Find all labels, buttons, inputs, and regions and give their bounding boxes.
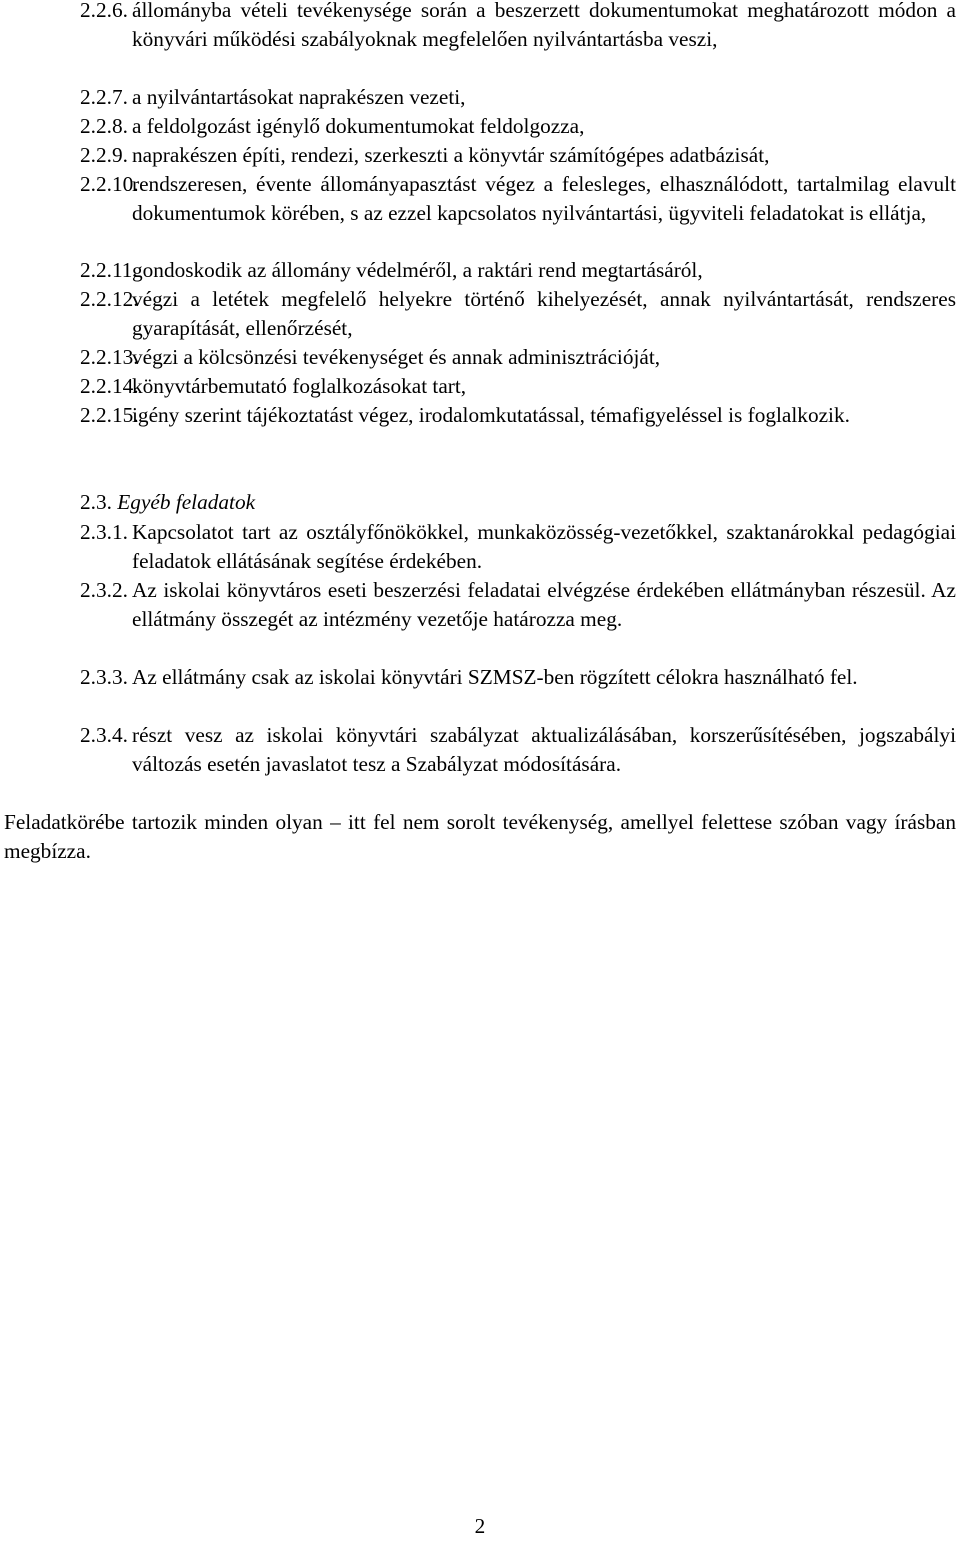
list-item-2-3-3 — [80, 663, 956, 692]
item-number: 2.3.2. — [80, 578, 128, 602]
list-item-2-2-10 — [80, 170, 956, 228]
item-text: rendszeresen, évente állományapasztást végez a felesleges, elhasználódott, tartalmilag elavult dokumentumok körében, s az ezzel kapcsolatos nyilvántartási, ügyviteli feladatokat is ellátja, — [132, 172, 956, 225]
item-number: 2.2.7. — [80, 85, 128, 109]
item-text: Az ellátmány csak az iskolai könyvtári SZMSZ-ben rögzített célokra használható fel. — [132, 665, 858, 689]
list-item-2-2-15 — [80, 401, 956, 430]
item-number: 2.3.1. — [80, 520, 128, 544]
item-number: 2.2.12. — [80, 287, 139, 311]
list-item-2-2-14 — [80, 372, 956, 401]
item-number: 2.2.10. — [80, 172, 139, 196]
item-text: igény szerint tájékoztatást végez, irodalomkutatással, témafigyeléssel is foglalkozik. — [132, 403, 850, 427]
page-number: 2 — [474, 1514, 486, 1538]
item-text: a nyilvántartásokat naprakészen vezeti, — [132, 85, 466, 109]
closing-paragraph: Feladatkörébe tartozik minden olyan – itt fel nem sorolt tevékenység, amellyel felettese szóban vagy írásban megbízza. — [4, 810, 956, 863]
item-text: Az iskolai könyvtáros eseti beszerzési feladatai elvégzése érdekében ellátmányban részesül. Az ellátmány összegét az intézmény vezetője határozza meg. — [132, 578, 956, 631]
item-text: részt vesz az iskolai könyvtári szabályzat aktualizálásában, korszerűsítésében, jogszabályi változás esetén javaslatot tesz a Szabályzat módosítására. — [132, 723, 956, 776]
list-item-2-2-13 — [80, 343, 956, 372]
item-number: 2.2.8. — [80, 114, 128, 138]
item-number: 2.2.14. — [80, 374, 139, 398]
list-item-2-2-12 — [80, 285, 956, 343]
item-number: 2.2.9. — [80, 143, 128, 167]
item-number: 2.2.6. — [80, 0, 128, 22]
list-item-2-3-1 — [80, 518, 956, 576]
item-number: 2.2.11. — [80, 258, 138, 282]
list-item-2-2-9 — [80, 141, 956, 170]
section-number: 2.3. — [80, 490, 112, 514]
item-text: naprakészen építi, rendezi, szerkeszti a könyvtár számítógépes adatbázisát, — [132, 143, 770, 167]
item-text: végzi a kölcsönzési tevékenységet és annak adminisztrációját, — [132, 345, 661, 369]
item-text: a feldolgozást igénylő dokumentumokat feldolgozza, — [132, 114, 585, 138]
section-heading — [80, 488, 255, 517]
list-item-2-2-6 — [80, 0, 956, 54]
list-item-2-3-4 — [80, 721, 956, 779]
item-text: állományba vételi tevékenysége során a beszerzett dokumentumokat meghatározott módon a könyvári működési szabályoknak megfelelően nyilvántartásba veszi, — [132, 0, 956, 51]
list-item-2-3-2 — [80, 576, 956, 634]
section-title: Egyéb feladatok — [117, 490, 256, 514]
item-text: könyvtárbemutató foglalkozásokat tart, — [132, 374, 467, 398]
item-text: Kapcsolatot tart az osztályfőnökökkel, munkaközösség-vezetőkkel, szaktanárokkal pedagógiai feladatok ellátásának segítése érdekében. — [132, 520, 956, 573]
list-item-2-2-11 — [80, 256, 956, 285]
item-text: gondoskodik az állomány védelméről, a raktári rend megtartásáról, — [132, 258, 703, 282]
item-number: 2.3.3. — [80, 665, 128, 689]
item-number: 2.3.4. — [80, 723, 128, 747]
list-item-2-2-7 — [80, 83, 956, 112]
item-number: 2.2.13. — [80, 345, 139, 369]
item-number: 2.2.15. — [80, 403, 139, 427]
list-item-2-2-8 — [80, 112, 956, 141]
item-text: végzi a letétek megfelelő helyekre történő kihelyezését, annak nyilvántartását, rendszeres gyarapítását, ellenőrzését, — [132, 287, 956, 340]
